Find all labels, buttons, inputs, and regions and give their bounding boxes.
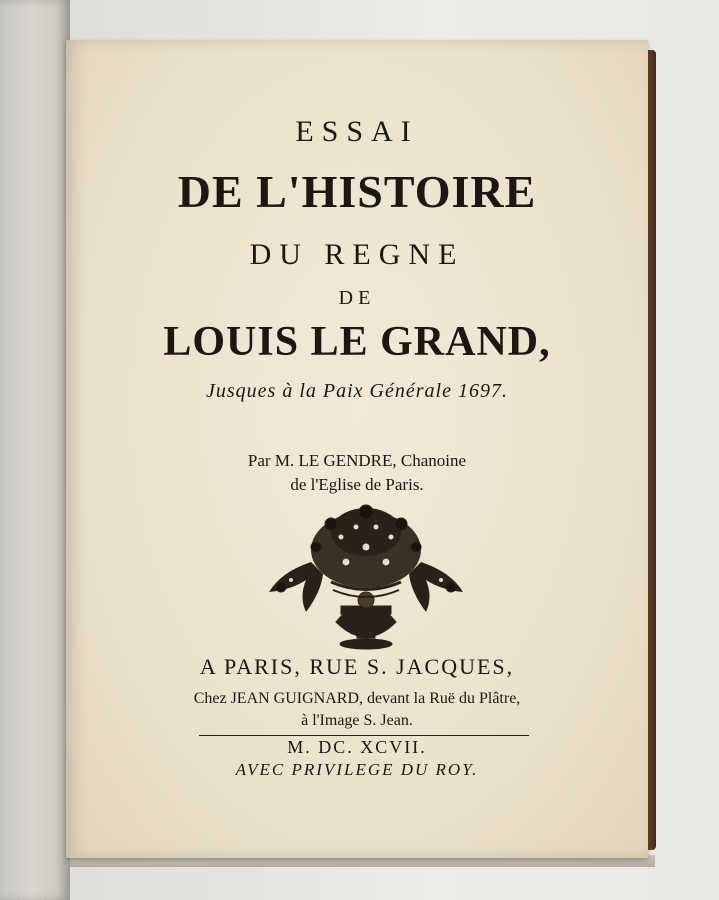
imprint-printer: Chez JEAN GUIGNARD, devant la Ruë du Plâtre, (193, 690, 521, 707)
title-de: DE (338, 287, 376, 309)
title-regne: DU REGNE (249, 238, 465, 271)
facing-endpaper (0, 0, 70, 900)
flower-vase-icon (261, 502, 471, 657)
imprint-sign: à l'Image S. Jean. (301, 712, 413, 729)
author-line: Par M. LE GENDRE, Chanoine (247, 451, 467, 470)
imprint-city: A PARIS, RUE S. JACQUES, (199, 654, 515, 679)
subtitle-jusques: Jusques à la Paix Générale 1697. (206, 380, 508, 402)
divider-rule (199, 735, 529, 736)
publication-date: M. DC. XCVII. (287, 737, 427, 757)
privilege-line: AVEC PRIVILEGE DU ROY. (235, 760, 479, 779)
title-louis-le-grand: LOUIS LE GRAND, (163, 319, 551, 365)
title-page (66, 40, 648, 858)
title-essai: ESSAI (295, 115, 419, 148)
author-affiliation: de l'Eglise de Paris. (290, 475, 424, 494)
title-histoire: DE L'HISTOIRE (177, 166, 537, 217)
